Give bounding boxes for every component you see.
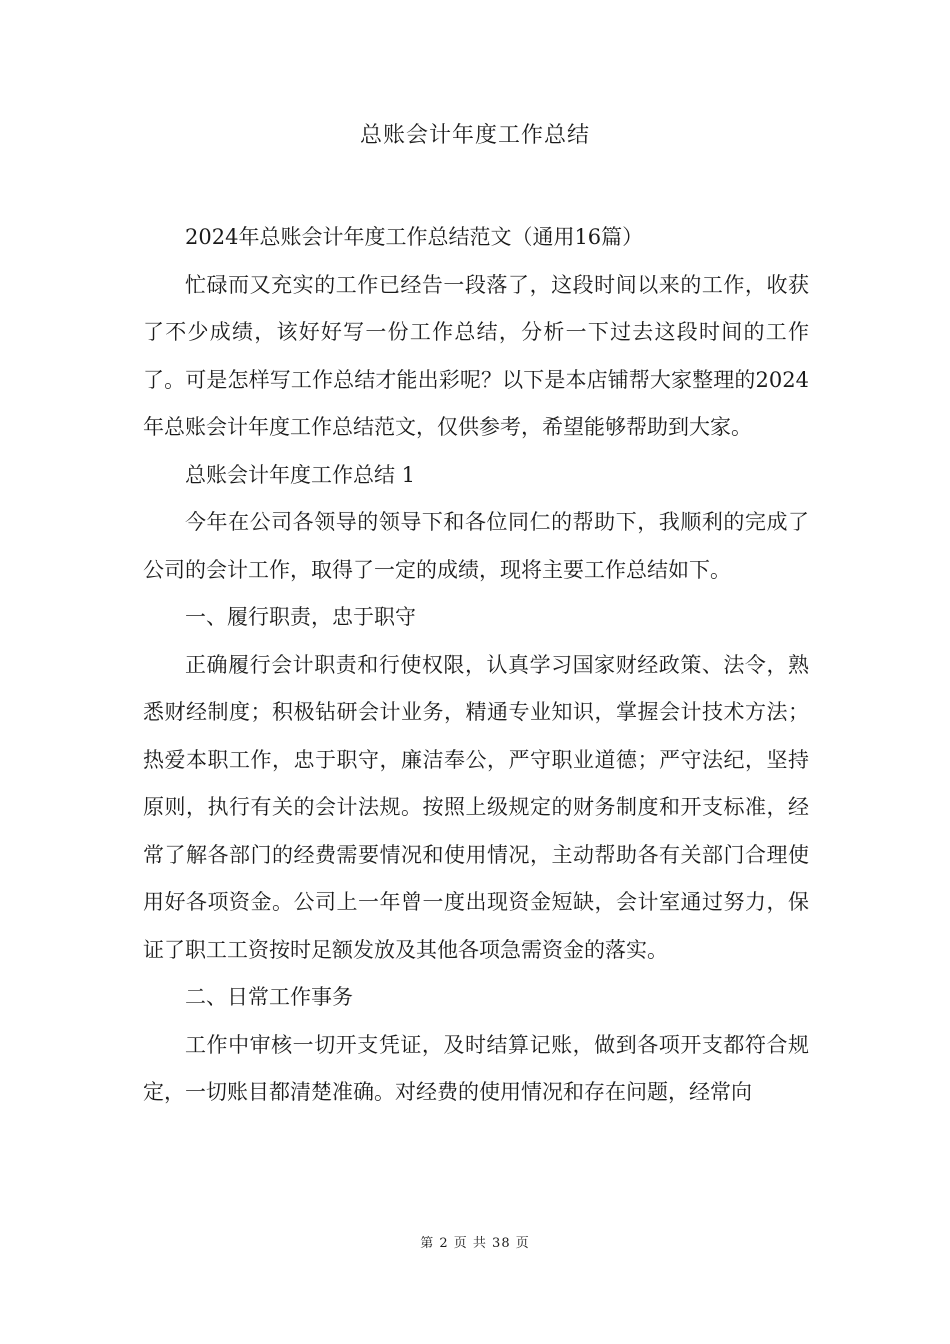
page-footer: 第 2 页 共 38 页	[420, 1236, 530, 1251]
body-paragraph: 工作中审核一切开支凭证，及时结算记账，做到各项开支都符合规定，一切账目都清楚准确。对经费的使用情况和存在问题，经常向	[143, 1032, 809, 1104]
subtitle-paragraph: 2024年总账会计年度工作总结范文（通用16篇）	[185, 225, 644, 249]
body-paragraph: 今年在公司各领导的领导下和各位同仁的帮助下，我顺利的完成了公司的会计工作，取得了一定的成绩，现将主要工作总结如下。	[143, 510, 809, 582]
document-title: 总账会计年度工作总结	[359, 123, 590, 148]
intro-paragraph: 忙碌而又充实的工作已经告一段落了，这段时间以来的工作，收获了不少成绩，该好好写一份工作总结，分析一下过去这段时间的工作了。可是怎样写工作总结才能出彩呢？以下是本店铺帮大家整理的2024年总账会计年度工作总结范文，仅供参考，希望能够帮助到大家。	[143, 272, 809, 439]
body-paragraph: 正确履行会计职责和行使权限，认真学习国家财经政策、法令，熟悉财经制度；积极钻研会计业务，精通专业知识，掌握会计技术方法；热爱本职工作，忠于职守，廉洁奉公，严守职业道德；严守法纪，坚持原则，执行有关的会计法规。按照上级规定的财务制度和开支标准，经常了解各部门的经费需要情况和使用情况，主动帮助各有关部门合理使用好各项资金。公司上一年曾一度出现资金短缺，会计室通过努力，保证了职工工资按时足额发放及其他各项急需资金的落实。	[143, 652, 809, 962]
section-heading: 总账会计年度工作总结 1	[185, 462, 416, 487]
subsection-heading: 二、日常工作事务	[185, 985, 353, 1009]
subsection-heading: 一、履行职责，忠于职守	[185, 605, 416, 629]
document-body	[143, 214, 809, 1117]
